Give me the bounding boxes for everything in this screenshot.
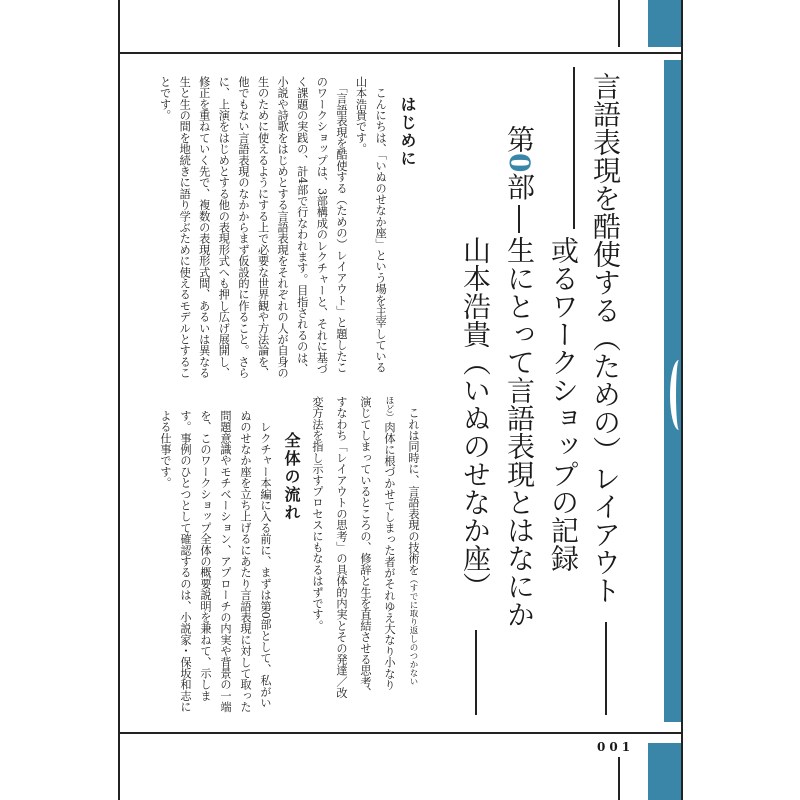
bottom-accent-block [648,743,681,800]
top-rule [118,52,682,54]
text-segment: 肉体に根づかせてしまった者がそれゆえ大なり小なり [383,421,396,691]
parenthesis-mark-icon [670,360,688,430]
text-line [377,396,401,721]
title-dash-3 [518,205,520,233]
text-line: 演じてしまっているところの、修辞と生を直結させる思考、 [359,396,372,699]
page-number: 001 [597,740,635,754]
text-line: に、上演をはじめとする他の表現形式へも押し広げ展開し、 [217,76,231,379]
text-line: す。事例のひとつとして確認するのは、小説家・保坂和志に [179,410,192,713]
page-left-border [118,0,120,800]
title-dash-2 [573,67,575,229]
top-tick [618,0,620,47]
title-line-1: 言語表現を酷使する（ための）レイアウト [589,72,622,604]
text-line: 修正を重ねていく先で、複数の表現形式間、あるいは異なる [197,76,211,379]
text-line: く課題の実践の、計4部で行なわれます。目指されるのは、 [295,76,309,375]
text-line: ぬのせなか座を立ち上げるにあたり言語表現に対して取った [239,410,252,713]
text-aside: ほど） [384,396,394,422]
title-line-4: 山本浩貴（いぬのせなか座） [459,236,492,600]
text-aside: （すでに取り返しのつかない [408,575,418,686]
top-accent-block [648,0,681,47]
text-line [401,396,425,721]
overview-heading: 全体の流れ [282,432,301,522]
text-line: レクチャー本編に入る前に、まずは第0部として、私がい [259,410,272,709]
text-line: 問題意識やモチベーション、アプローチの内実や背景の一端 [219,410,232,713]
text-segment: これは同時に、言語表現の技術を [407,396,420,576]
intro-heading: はじめに [398,96,417,168]
title-part-suffix: 部 [503,172,536,201]
overview-text [155,410,275,725]
text-line: 他でもない言語表現のなかからまず仮設的に作ること。さら [236,76,250,379]
text-line: 生と生の間を地続きに語り学ぶために使えるモデルとするこ [178,76,192,379]
text-line: を、このワークショップ全体の概要説明を兼ねて、示しま [199,410,212,702]
text-line: すなわち「レイアウトの思考」の具体的内実とその発達／改 [335,396,348,699]
title-part-label [502,125,536,200]
text-line: 生のために使えるようにする上で必要な世界観や方法論を、 [256,76,270,379]
title-part-number: 0 [503,153,536,173]
bottom-rule [118,732,682,734]
text-line: 「言語表現を酷使する（ための）レイアウト」と題したこ [334,76,348,373]
title-line-2: 或るワークショップの記録 [547,236,580,572]
title-dash-4 [475,630,477,715]
intro-continued-text [305,396,425,721]
text-line: 小説や詩歌をはじめとする言語表現をそれぞれの人が自身の [276,76,290,379]
bottom-tick [618,757,620,800]
text-line: 変方法を指し示すプロセスにもなるはずです。 [311,396,324,632]
text-line: 山本浩貴です。 [354,76,368,155]
text-line: こんにちは、「いぬのせなか座」という場を主宰している [374,76,388,373]
intro-text [155,76,390,391]
title-dash-1 [605,622,607,715]
title-line-3: 生にとって言語表現とはなにか [503,236,536,628]
text-line: よる仕事です。 [159,410,172,489]
text-line: とです。 [158,76,172,121]
title-part-prefix: 第 [503,125,536,153]
text-line: のワークショップは、3部構成のレクチャーと、それに基づ [315,76,329,375]
